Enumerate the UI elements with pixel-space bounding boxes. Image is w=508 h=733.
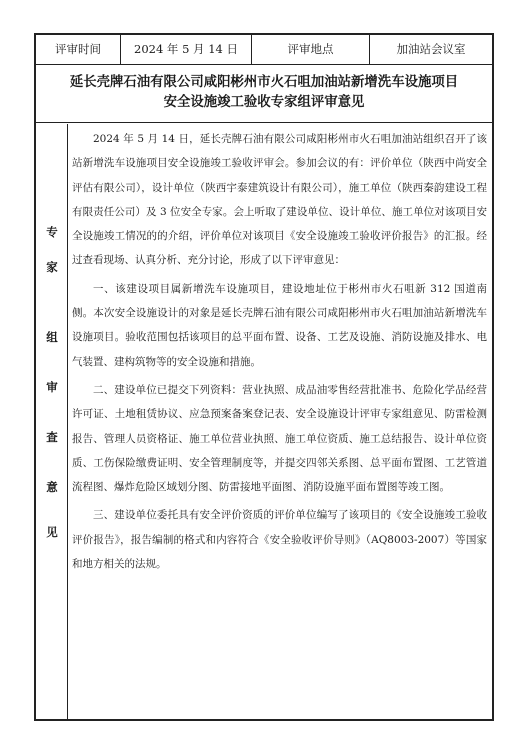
title-line-2: 安全设施竣工验收专家组评审意见	[163, 94, 365, 110]
side-label-char: 见	[46, 525, 58, 539]
review-place-label: 评审地点	[252, 35, 370, 64]
paragraph-item-3: 三、建设单位委托具有安全评价资质的评价单位编写了该项目的《安全设施竣工验收评价报告》，报告编制的格式和内容符合《安全验收评价导则》（AQ8003-2007）等国家和地方相关的法规。	[72, 509, 487, 571]
document-title	[36, 65, 492, 123]
side-label-char: 家	[46, 260, 58, 274]
side-label-char: 意	[46, 480, 58, 494]
paragraph-item-2: 二、建设单位已提交下列资料：营业执照、成品油零售经营批准书、危险化学品经营许可证、土地租赁协议、应急预案备案登记表、安全设施设计评审专家组意见、防雷检测报告、管理人员资格证、施工单位营业执照、施工单位资质、施工总结报告、设计单位资质、工伤保险缴费证明、安全管理制度等，并提交四邻关系图、总平面布置图、工艺管道流程图、爆炸危险区域划分图、防雷接地平面图、消防设施平面布置图等竣工图。	[72, 383, 487, 494]
paragraph-intro: 2024 年 5 月 14 日，延长壳牌石油有限公司咸阳彬州市火石咀加油站组织召开了该站新增洗车设施项目安全设施竣工验收评审会。参加会议的有：评价单位（陕西中尚安全评估有限公司），设计单位（陕西宇泰建筑设计有限公司），施工单位（陕西秦韵建设工程有限责任公司）及 3 位安全专家。会上听取了建设单位、设计单位、施工单位对该项目安全设施竣工情况的的介绍，评价单位对该项目《安全设施竣工验收评价报告》的汇报。经过查看现场、认真分析、充分讨论，形成了以下评审意见：	[72, 133, 487, 267]
title-line-1: 延长壳牌石油有限公司咸阳彬州市火石咀加油站新增洗车设施项目	[69, 74, 459, 90]
paragraph-item-1: 一、该建设项目属新增洗车设施项目，建设地址位于彬州市火石咀新 312 国道南侧。本次安全设施设计的对象是延长壳牌石油有限公司咸阳彬州市火石咀加油站新增洗车设施项目。验收范围包括该项目的总平面布置、设备、工艺及设施、消防设施及排水、电气装置、建构筑物等的安全设施和措施。	[72, 282, 487, 368]
header-row	[36, 35, 492, 65]
side-label-char: 审	[46, 380, 58, 394]
review-content	[72, 127, 487, 576]
side-label-char: 组	[46, 330, 58, 344]
review-place-value: 加油站会议室	[396, 42, 466, 56]
side-label-column	[36, 124, 68, 719]
side-label-char: 专	[46, 225, 58, 239]
review-form	[34, 33, 494, 721]
side-label-char: 查	[46, 430, 58, 444]
review-time-label: 评审时间	[36, 35, 121, 64]
review-time-value: 2024 年 5 月 14 日	[121, 35, 252, 64]
